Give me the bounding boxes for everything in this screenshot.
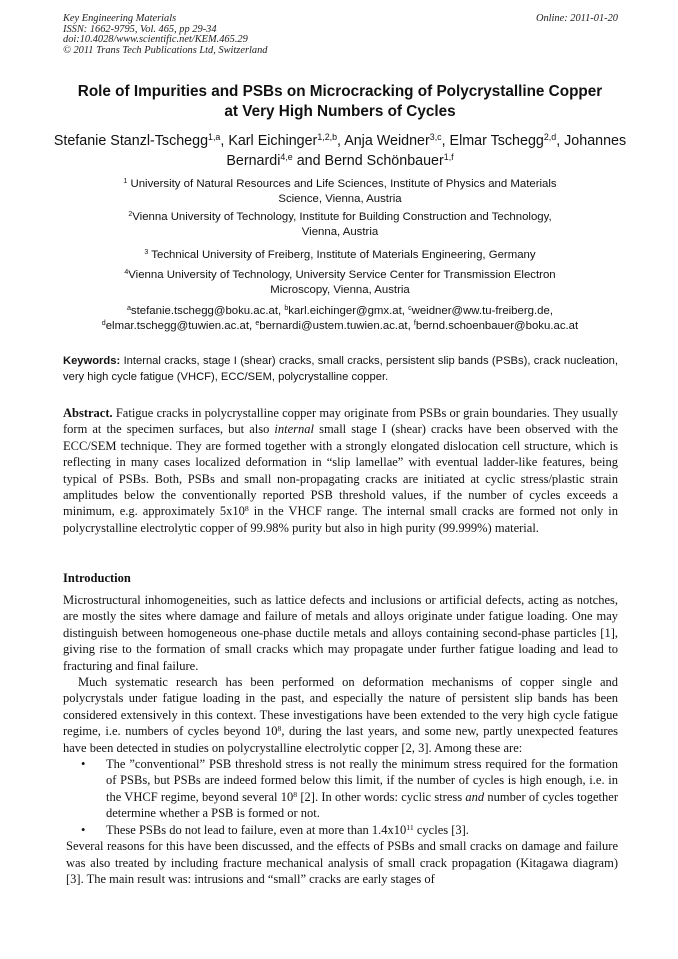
- email-link[interactable]: bernd.schoenbauer@boku.ac.at: [415, 320, 579, 333]
- email-link[interactable]: bernardi@ustem.tuwien.ac.at,: [259, 320, 411, 333]
- journal-header: [63, 14, 618, 56]
- journal-name: Key Engineering Materials: [63, 13, 177, 24]
- doi-line: doi:10.4028/www.scientific.net/KEM.465.29: [63, 34, 248, 46]
- keywords: [63, 353, 618, 385]
- author-name: Anja Weidner: [344, 133, 430, 149]
- affiliation-2: $^2$Vienna University of Technology, Institute for Building Construction and Technology, Vienna, Austria: [128, 211, 552, 239]
- author-sup: 2,d: [543, 132, 557, 143]
- email-link[interactable]: stefanie.tschegg@boku.ac.at,: [130, 305, 282, 317]
- author-name: Johannes Bernardi: [226, 133, 627, 169]
- author-name: Elmar Tschegg: [449, 133, 544, 149]
- author-name: Stefanie Stanzl-Tschegg: [53, 133, 209, 149]
- paragraph: Microstructural inhomogeneities, such as lattice defects and inclusions or artificial defects, acting as notches, are mostly the sites where damage and failure of metals and alloys originate under fatigue loading. One may distinguish between homogeneous one-phase ductile metals and alloys containing second-phase particles [1], giving rise to the formation of small cracks which may propagate under further fatigue loading and lead to fracturing and final failure.: [63, 593, 618, 673]
- introduction-body: [63, 592, 618, 887]
- keywords-text: Internal cracks, stage I (shear) cracks, small cracks, persistent slip bands (PSBs), crack nucleation, very high cycle fatigue (VHCF), ECC/SEM, polycrystalline copper.: [63, 355, 618, 383]
- author-sup: 1,a: [208, 132, 221, 143]
- bullet-list: [81, 756, 618, 838]
- affiliation-1: $^1$ University of Natural Resources and Life Sciences, Institute of Physics and Materials Science, Vienna, Austria: [123, 178, 557, 206]
- list-item: • These PSBs do not lead to failure, even at more than $1.4x10^{11}$ cycles [3].: [81, 822, 618, 838]
- affiliation-3: $^3$ Technical University of Freiberg, Institute of Materials Engineering, Germany: [144, 249, 536, 261]
- author-sup: 4,e: [280, 152, 293, 163]
- author-sup: 1,2,b: [317, 132, 338, 143]
- list-item: • The ”conventional” PSB threshold stress is not really the minimum stress required for the formation of PSBs, but PSBs are indeed formed below this limit, if the number of cycles is high enough, i.e. in the VHCF regime, beyond several $10^8$ [2]. In other words: cyclic stress and number of cycles together determine whether a PSB is formed or not.: [81, 756, 618, 822]
- paragraph: Several reasons for this have been discussed, and the effects of PSBs and small cracks on damage and failure was also treated by including fracture mechanical analysis of small crack propagation (Kitagawa diagram) [3]. The main result was: intrusions and “small” cracks are early stages of: [66, 839, 618, 886]
- keywords-label: Keywords:: [63, 355, 121, 367]
- email-link[interactable]: elmar.tschegg@tuwien.ac.at,: [105, 320, 253, 333]
- email-link[interactable]: karl.eichinger@gmx.at,: [288, 305, 405, 317]
- author-name: Karl Eichinger: [228, 133, 318, 149]
- introduction-heading: Introduction: [63, 571, 131, 585]
- online-date: Online: 2011-01-20: [535, 13, 618, 24]
- author-sup: 3,c: [429, 132, 442, 143]
- abstract: Abstract. Fatigue cracks in polycrystalline copper may originate from PSBs or grain boundaries. They usually form at the specimen surfaces, but also internal small stage I (shear) cracks have been observed with the ECC/SEM technique. They are formed together with a strongly elongated dislocation cell structure, which is reflecting in many cases localized deformation in “slip lamellae” with eventual ladder-like features, being typical of PSBs. Both, PSBs and small non-propagating cracks are initiated at cyclic stress/plastic strain amplitudes below the conventionally reported PSB threshold values, if the number of cycles exceeds a minimum, e.g. approximately $5x10^8$ in the VHCF range. The internal small cracks are formed not only in polycrystalline electrolytic copper of 99.98% purity but also in high purity (99.999%) material.: [63, 406, 619, 535]
- email-list: $^a$stefanie.tschegg@boku.ac.at, $^b$karl.eichinger@gmx.at, $^c$weidner@ww.tu-freiberg.de, $^d$elmar.tschegg@tuwien.ac.at, $^e$bernardi@ustem.tuwien.ac.at, $^f$bernd.schoenbauer@boku.ac.at: [101, 305, 579, 333]
- abstract-label: Abstract.: [63, 406, 113, 420]
- author-sup: 1,f: [443, 152, 454, 163]
- copyright-line: © 2011 Trans Tech Publications Ltd, Switzerland: [63, 44, 268, 56]
- paper-title: [40, 82, 640, 122]
- issn-line: ISSN: 1662-9795, Vol. 465, pp 29-34: [63, 23, 217, 35]
- title-line-2: at Very High Numbers of Cycles: [224, 103, 456, 120]
- author-name: Bernd Schönbauer: [324, 153, 444, 169]
- paragraph: Much systematic research has been performed on deformation mechanisms of copper single and polycrystals under fatigue loading in the past, and especially the nature of persistent slip bands has been considered extensively in this context. These investigations have been extended to the very high cycle fatigue regime, i.e. numbers of cycles beyond $10^8$, during the last years, and some new, partly unexpected features have been detected in studies on polycrystalline electrolytic copper [2, 3]. Among these are:: [63, 675, 619, 755]
- affiliation-4: $^4$Vienna University of Technology, University Service Center for Transmission Electron Microscopy, Vienna, Austria: [124, 269, 556, 297]
- title-line-1: Role of Impurities and PSBs on Microcracking of Polycrystalline Copper: [77, 83, 603, 100]
- email-link[interactable]: weidner@ww.tu-freiberg.de,: [411, 305, 553, 317]
- author-list: Stefanie Stanzl-Tschegg$^{1,a}$, Karl Eichinger$^{1,2,b}$, Anja Weidner$^{3,c}$, Elmar Tschegg$^{2,d}$, Johannes Bernardi$^{4,e}$ and Bernd Schönbauer$^{1,f}$: [53, 132, 627, 169]
